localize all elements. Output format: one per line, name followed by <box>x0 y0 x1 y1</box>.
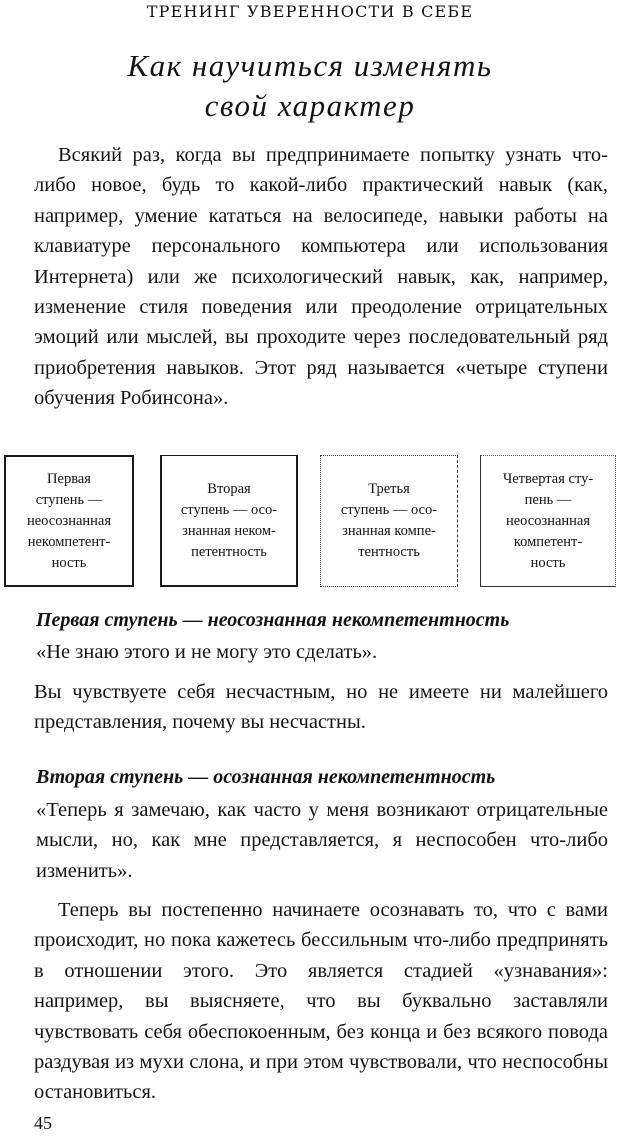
page-number: 45 <box>34 1113 52 1133</box>
chapter-title-line-2: свой характер <box>204 88 416 123</box>
section-2-body <box>34 895 608 1108</box>
stage-box-4 <box>480 455 616 587</box>
stage-box-3-label: Третья ступень — осо- знанная компе- тентность <box>340 481 438 560</box>
stage-box-1 <box>4 455 134 587</box>
section-2-body-text: Теперь вы постепенно начинаете осознавать то, что с вами происходит, но пока кажетесь бессильным что-либо предпринять в отношении этого. Это является стадией «узнавания»: например, вы выясняете, что вы буквально заставляли чувствовать себя обеспокоенным, без конца и без всякого повода раздувая из мухи слона, и при этом чувствовали, что неспособны остановиться. <box>34 899 608 1104</box>
intro-paragraph-text: Всякий раз, когда вы предпринимаете попытку узнать что-либо новое, будь то какой-либо практический навык (как, например, умение кататься на велосипеде, навыки работы на клавиатуре персонального компьютера или использования Интернета) или же психологический навык, как, например, изменение стиля поведения или преодоление отрицательных эмоций или мыслей, вы проходите через последовательный ряд приобретения навыков. Этот ряд называется «четыре ступени обучения Робинсона». <box>34 144 608 410</box>
intro-paragraph <box>34 140 608 414</box>
stage-box-4-label: Четвертая сту- пень — неосознанная компетент- ность <box>502 470 594 571</box>
stage-box-3 <box>320 455 458 587</box>
running-head: ТРЕНИНГ УВЕРЕННОСТИ В СЕБЕ <box>146 2 474 21</box>
stage-box-2-label: Вторая ступень — осо- знанная неком- петентность <box>180 480 278 560</box>
chapter-title-line-1: Как научиться изменять <box>127 48 493 83</box>
section-1-quote: «Не знаю этого и не могу это сделать». <box>36 641 378 663</box>
section-1-body <box>34 677 608 738</box>
stage-box-2 <box>160 455 298 587</box>
section-2-heading: Вторая ступень — осознанная некомпетентность <box>36 766 496 788</box>
section-2-quote: «Теперь я замечаю, как часто у меня возникают отрицательные мысли, но, как мне представляется, я неспособен что-либо изменить». <box>36 799 608 882</box>
section-1-body-text: Вы чувствуете себя несчастным, но не имеете ни малейшего представления, почему вы несчастны. <box>34 681 608 734</box>
chapter-title <box>0 46 620 126</box>
stage-box-1-label: Первая ступень — неосознанная некомпетент- ность <box>26 470 112 571</box>
section-1-heading: Первая ступень — неосознанная некомпетентность <box>36 609 510 631</box>
